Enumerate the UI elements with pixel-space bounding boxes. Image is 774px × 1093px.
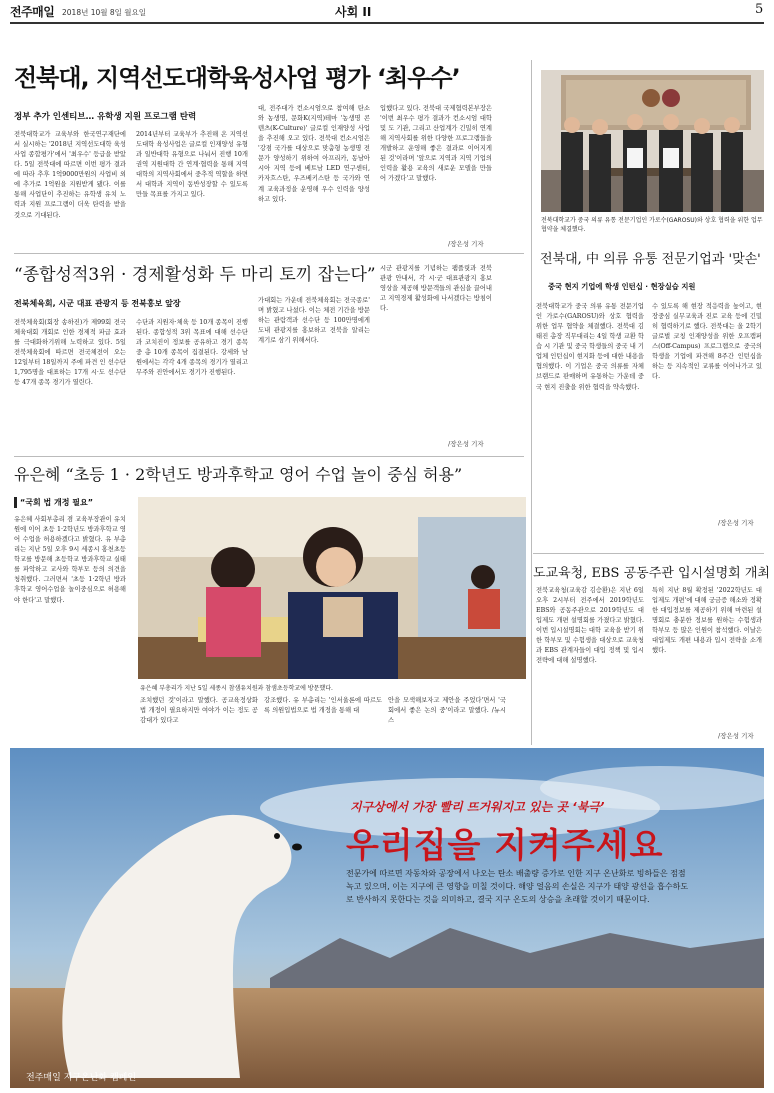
- article1-col4: 입했다고 있다. 전북대 국제협력본부장은 '이번 최우수 평가 결과가 컨소시엄 대학 및 도 기관, 그리고 산업계가 긴밀히 연계해 지역사회를 위한 다양한 프로그램들을 개발하고 운영해 좋은 결과로 이어지게 된 것'이라며 '앞으로 지역과 지역 기업의 인력을 활용 교육의 새로운 모델을 만들어 가겠다'고 말했다.: [380, 105, 492, 183]
- issue-date: 2018년 10월 8일 월요일: [62, 8, 147, 17]
- article5-col1: 전북교육청(교육감 김승환)은 지난 6일 오후 2시부터 전주에서 2019학년도 EBS와 공동주관으로 2019학년도 대입제도 개편 설명회를 가졌다고 밝혔다. 이번 입시설명회는 대학 교육을 받기 위한 학부모 및 수험생을 대상으로 교육청과 EBS 관계자들이 대입 정책 및 입시 전략에 대해 설명했다.: [536, 587, 644, 665]
- ad-credit: 전주매일 지구온난화 캠페인: [26, 1073, 137, 1083]
- article5-col2: 특히 지난 8월 확정된 '2022학년도 대입제도 개편'에 대해 궁금증 해소와 정확한 대입정보를 제공하기 위해 마련된 설명회로 충분한 정보를 원하는 수험생과 학부모 등 많은 인원이 참석했다. 이날은 대입제도 개편 내용과 입시 전략을 소개했다.: [652, 587, 762, 655]
- article5-byline: /장은성 기자: [718, 732, 754, 740]
- ad-body-line2: 녹고 있으며, 이는 지구에 큰 영향을 미칠 것이다. 해양 얼음의 손실은 지구가 태양 광선을 흡수하도: [346, 882, 689, 891]
- column-divider: [531, 60, 532, 745]
- article2-col2: 수단과 지원자·체육 등 10개 종목이 진행된다. 종합성적 3위 목표에 대해 선수단과 코치진이 정보를 공유하고 경기 종목 중 총 10개 종목이 집결된다. 강세와 남원에서는 각각 4개 종목의 경기가 열리고 무주와 진안에서도 경기가 진행된다.: [136, 319, 248, 377]
- classroom-photo: [138, 497, 526, 679]
- climate-campaign-ad: [10, 748, 764, 1088]
- article1-headline: 전북대, 지역선도대학육성사업 평가 ‘최우수’: [14, 64, 460, 92]
- article2-subhead: 전북체육회, 시군 대표 관광지 등 전북홍보 앞장: [14, 299, 181, 308]
- article1-subhead: 정부 추가 인센티브… 유학생 지원 프로그램 탄력: [14, 112, 197, 122]
- article3-col1: 유은혜 사회부총리 겸 교육부장관이 유치원에 이어 초등 1·2학년도 방과후학교 영어 수업을 허용하겠다고 밝혔다. 유 부총리는 지난 5일 오후 9시 세종시 홍천초등학교를 방문해 초등학교 방과후학교 실태를 파악하고 교사와 학부모 등의 의견을 청취했다. 그러면서 '초등 1·2학년 방과후학교 영어수업을 놀이중심으로 허용해야 한다'고 말했다.: [14, 516, 126, 604]
- ad-body-line3: 로 반사하지 못한다는 것을 의미하고, 결국 지구 온도의 상승을 초래할 것이기 때문이다.: [346, 895, 650, 904]
- article1-col3: 대, 전주대가 컨소시엄으로 참여해 탄소와 농생명, 문화K(지역)테마 '농생명 콘텐츠(K-Culture)' 글로컬 인재양성 사업을 추진해 오고 있다. 전북대 컨소시엄은 '강점 국가를 대상으로 맞춤형 농생명 전문가 양성하기 위하여 아프리카, 동남아시아 지역 등에 베트남 LED 연구센터, 카자흐스탄, 우즈베키스탄 등 국가와 연계 교육과정을 운영해 우수 인력을 양성하고 있다.: [258, 105, 370, 203]
- ad-tagline: 지구상에서 가장 빨리 뜨거워지고 있는 곳 ‘북극’: [350, 800, 605, 814]
- ad-body-line1: 전문가에 따르면 자동차와 공장에서 나오는 탄소 배출량 증가로 인한 지구 온난화로 빙하들은 점점: [346, 869, 686, 878]
- article4-headline: 전북대, 中 의류 유통 전문기업과 '맞손': [540, 252, 761, 267]
- article3-photo-caption: 유은혜 부총리가 지난 5일 세종시 참샘유치원과 참샘초등학교에 방문했다.: [140, 685, 333, 692]
- divider: [14, 456, 524, 457]
- article2-col3: 가대회는 가운데 전북체육회는 전국종로' 며 밝혔고 나섰다. 이는 체전 기간을 방문하는 관람객과 선수단 등 100만명에게 도내 관광지를 홍보하고 전북을 알리는 계기로 삼기 위해서다.: [258, 297, 370, 345]
- article3-headline: 유은혜 “초등 1 · 2학년도 방과후학교 영어 수업 놀이 중심 허용”: [14, 465, 463, 484]
- section-title: 사회 II: [335, 5, 372, 19]
- article2-col1: 전북체육회(회장 송하진)가 제99회 전국체육대회 개회로 인한 경제적 파급 효과를 극대화하기위해 노력하고 있다. 5일 전북체육회에 따르면 전국체전이 오는 12일부터 18일까지 주에 파견 인 선수단 1,795명을 대표하는 17개 시·도 선수단 등 47개 종목 경기가 열린다.: [14, 319, 126, 387]
- page-number: 5: [755, 2, 764, 17]
- divider: [14, 253, 524, 254]
- article3-subhead: “국회 법 개정 필요”: [14, 497, 93, 508]
- article1-byline: /장은성 기자: [448, 240, 484, 248]
- article4-col2: 수 있도록 해 현장 적응력을 높이고, 현장중심 실무교육과 진로 교육 등에 긴밀히 협력하기로 했다. 전북대는 올 2학기 글로벌 코칭 인재양성을 위한 오프캠퍼스(Off-Campus) 프로그램으로 중국의 학생을 기업에 파견해 8주간 인턴십을 하는 등 지속적인 교류를 이어나가고 있다.: [652, 303, 762, 381]
- article5-headline: 도교육청, EBS 공동주관 입시설명회 개최: [533, 566, 770, 581]
- article4-col1: 전북대학교가 중국 의류 유통 전문기업인 가로수(GAROSU)와 상호 협력을 위한 업무 협약을 체결했다. 전북대 김태진 총장 직무대리는 4일 학생 교환 학습 시 기관 및 중국 학생들의 중국 내 기업체 인턴십이 현지화 등에 대한 내용을 협의했다. 이 기업은 중국 의류를 자체 브랜드로 판매하며 유통하는 가운데 중국 현지 진출을 위한 협력을 약속했다.: [536, 303, 644, 391]
- article3-col2: 조치했던 것'이라고 말했다. 공교육정상화법 개정이 필요하지만 여야가 이는 정도 공감대가 있다고: [140, 697, 258, 725]
- ad-title: 우리집을 지켜주세요: [346, 826, 664, 866]
- article1-col2: 2014년부터 교육부가 추진해 온 지역선도대학 육성사업은 글로컬 인재양성 유형과 일반대학 유형으로 나눠서 진행 10개 권역 지원대학 간 연계·협력을 통해 지역대학의 지역사회에서 중추적 역할을 하면서 대학과 지역이 동반성장할 수 있도록 만들 목표를 가지고 있다.: [136, 131, 248, 199]
- photo1-caption: 전북대학교가 중국 의류 유통 전문기업인 가로수(GAROSU)와 상호 협력을 위한 업무 협약을 체결했다.: [541, 217, 763, 233]
- article4-subhead: 중국 현지 기업에 학생 인턴십 · 현장실습 지원: [548, 282, 696, 291]
- header-rule: [10, 22, 764, 24]
- article2-headline: “종합성적3위 · 경제활성화 두 마리 토끼 잡는다”: [14, 265, 376, 285]
- masthead: 전주매일: [10, 5, 55, 19]
- article3-col4: 안을 모색해보자고 제안을 주었다'면서 '국회에서 좋은 논의 중'이라고 말했다. /뉴시스: [388, 697, 506, 725]
- article2-col4: 시군 관광지를 기념하는 팸플릿과 전북 관광 안내서, 각 시·군 대표관광지 홍보 영상을 제공해 방문객들의 관심을 끌어내고 지역경제 활성화에 나서겠다는 방침이다.: [380, 265, 492, 313]
- article4-byline: /장은성 기자: [718, 519, 754, 527]
- article3-col3: 강조했다. 유 부총리는 '인서울론에 따르도록 의원입법으로 법 개정을 통해 대: [264, 697, 382, 715]
- divider: [533, 553, 764, 554]
- article1-col1: 전북대학교가 교육부와 한국연구재단에서 실시하는 '2018년 지역선도대학 육성사업 종합평가'에서 '최우수' 등급을 받았다. 5일 전북대에 따르면 이번 평가 결과에 따라 추후 1억9000만원의 사업비 외에 추가로 1억원을 지원받게 됐다. 이를 통해 사업단이 추진하는 유학생 유치 노력과 지원 프로그램이 더욱 탄력을 받을 것으로 기대된다.: [14, 131, 126, 219]
- signing-ceremony-photo: [541, 70, 764, 212]
- article2-byline: /장은성 기자: [448, 440, 484, 448]
